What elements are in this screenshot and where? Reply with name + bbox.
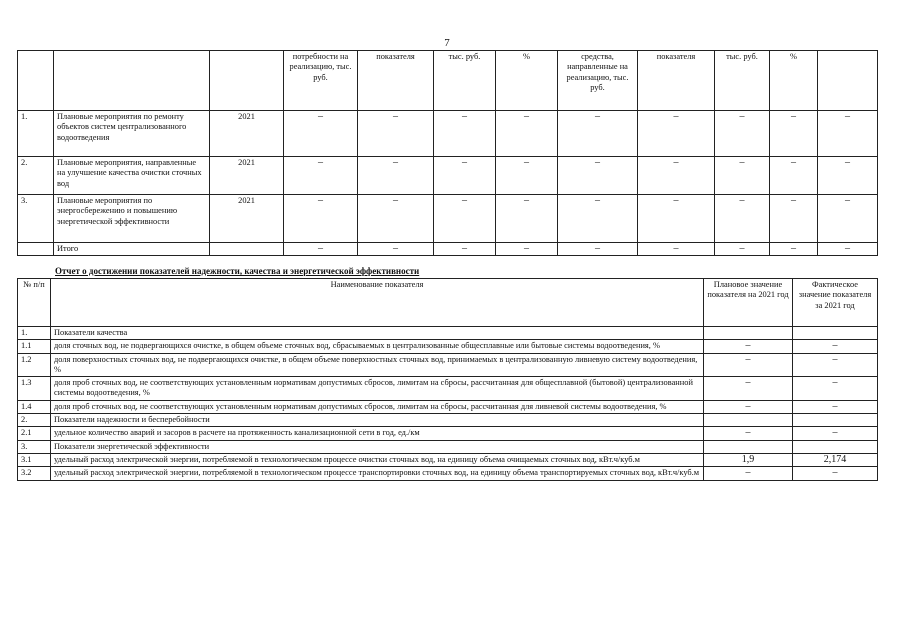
row-value: – xyxy=(715,195,770,243)
row-value: – xyxy=(496,243,558,256)
row-name: доля проб сточных вод, не соответствующих установленным нормативам допустимых сбросов, лимитам на сбросы, рассчитанная для ливневой системы водоотведения, % xyxy=(51,400,704,413)
table-row xyxy=(18,377,878,401)
row-number: 1.1 xyxy=(18,340,51,353)
row-value: – xyxy=(434,157,496,195)
header-plan-value: Плановое значение показателя на 2021 год xyxy=(704,279,793,327)
row-value: – xyxy=(558,111,638,157)
page-number: 7 xyxy=(444,37,450,49)
row-name: Показатели надежности и бесперебойности xyxy=(51,414,704,427)
row-value: – xyxy=(818,195,878,243)
table-row-total xyxy=(18,243,878,256)
row-year: 2021 xyxy=(210,111,284,157)
row-year: 2021 xyxy=(210,157,284,195)
row-value: – xyxy=(770,157,818,195)
row-year: 2021 xyxy=(210,195,284,243)
row-fact: – xyxy=(793,467,878,480)
row-plan: – xyxy=(704,377,793,401)
row-name: Плановые мероприятия, направленные на улучшение качества очистки сточных вод xyxy=(54,157,210,195)
table-row xyxy=(18,327,878,340)
row-plan: – xyxy=(704,467,793,480)
row-number: 2.1 xyxy=(18,427,51,440)
row-value: – xyxy=(638,195,715,243)
row-number: 3.2 xyxy=(18,467,51,480)
header-indicator-2: показателя xyxy=(638,51,715,111)
table-row xyxy=(18,440,878,453)
row-plan xyxy=(704,327,793,340)
row-fact xyxy=(793,327,878,340)
header-percent-2: % xyxy=(770,51,818,111)
row-value: – xyxy=(358,157,434,195)
row-number: 3. xyxy=(18,195,54,243)
row-fact xyxy=(793,440,878,453)
header-fact-value: Фактическое значение показателя за 2021 год xyxy=(793,279,878,327)
row-value: – xyxy=(770,243,818,256)
row-value: – xyxy=(818,243,878,256)
row-value: – xyxy=(558,195,638,243)
row-number: 2. xyxy=(18,157,54,195)
row-value: – xyxy=(715,111,770,157)
row-number: 1.3 xyxy=(18,377,51,401)
row-value: – xyxy=(558,157,638,195)
row-value: – xyxy=(284,111,358,157)
row-fact: – xyxy=(793,400,878,413)
table-row xyxy=(18,427,878,440)
row-number: 2. xyxy=(18,414,51,427)
row-value: – xyxy=(638,157,715,195)
row-value: – xyxy=(818,157,878,195)
row-value: – xyxy=(434,111,496,157)
table-row xyxy=(18,467,878,480)
row-value: – xyxy=(434,243,496,256)
row-value: – xyxy=(770,111,818,157)
row-plan: – xyxy=(704,400,793,413)
row-plan xyxy=(704,414,793,427)
table-header-row xyxy=(18,51,878,111)
table-row xyxy=(18,414,878,427)
row-plan xyxy=(704,440,793,453)
header-need: потребности на реализацию, тыс. руб. xyxy=(284,51,358,111)
table-row xyxy=(18,400,878,413)
row-value: – xyxy=(638,111,715,157)
table-header-row xyxy=(18,279,878,327)
row-value: – xyxy=(638,243,715,256)
row-value: – xyxy=(358,243,434,256)
header-indicator: показателя xyxy=(358,51,434,111)
row-number: 3. xyxy=(18,440,51,453)
row-value: – xyxy=(496,157,558,195)
row-value: – xyxy=(496,111,558,157)
row-plan: 1,9 xyxy=(704,453,793,466)
measures-table xyxy=(17,50,878,256)
row-name: Показатели энергетической эффективности xyxy=(51,440,704,453)
row-name: доля сточных вод, не подвергающихся очистке, в общем объеме сточных вод, сбрасываемых в централизованные общесплавные или бытовые системы водоотведения, % xyxy=(51,340,704,353)
row-name: удельный расход электрической энергии, потребляемой в технологическом процессе очистки сточных вод, на единицу объема очищаемых сточных вод, кВт.ч/куб.м xyxy=(51,453,704,466)
row-fact: – xyxy=(793,340,878,353)
header-indicator-name: Наименование показателя xyxy=(51,279,704,327)
row-name: доля поверхностных сточных вод, не подвергающихся очистке, в общем объеме поверхностных сточных вод, принимаемых в централизованную ливневую систему водоотведения, % xyxy=(51,353,704,377)
row-value: – xyxy=(358,111,434,157)
table-row xyxy=(18,353,878,377)
row-number: 1. xyxy=(18,111,54,157)
row-name: Плановые мероприятия по ремонту объектов систем централизованного водоотведения xyxy=(54,111,210,157)
row-name: Показатели качества xyxy=(51,327,704,340)
row-fact: – xyxy=(793,427,878,440)
row-plan: – xyxy=(704,353,793,377)
row-number xyxy=(18,243,54,256)
row-value: – xyxy=(284,157,358,195)
header-thousand-rub-2: тыс. руб. xyxy=(715,51,770,111)
row-number: 1.2 xyxy=(18,353,51,377)
row-value: – xyxy=(715,157,770,195)
row-value: – xyxy=(284,243,358,256)
table-row xyxy=(18,157,878,195)
row-year xyxy=(210,243,284,256)
table-row xyxy=(18,453,878,466)
header-percent: % xyxy=(496,51,558,111)
row-fact xyxy=(793,414,878,427)
row-value: – xyxy=(558,243,638,256)
row-name: Итого xyxy=(54,243,210,256)
row-value: – xyxy=(715,243,770,256)
row-name: доля проб сточных вод, не соответствующих установленным нормативам допустимых сбросов, лимитам на сбросы, рассчитанная для общесплавной (бытовой) централизованной системы водоотведения, % xyxy=(51,377,704,401)
row-name: удельный расход электрической энергии, потребляемой в технологическом процессе транспортировки сточных вод, на единицу объема транспортируемых сточных вод, кВт.ч/куб.м xyxy=(51,467,704,480)
row-value: – xyxy=(496,195,558,243)
header-thousand-rub: тыс. руб. xyxy=(434,51,496,111)
row-value: – xyxy=(770,195,818,243)
table-row xyxy=(18,195,878,243)
table-row xyxy=(18,111,878,157)
row-number: 3.1 xyxy=(18,453,51,466)
row-number: 1. xyxy=(18,327,51,340)
row-value: – xyxy=(358,195,434,243)
table-row xyxy=(18,340,878,353)
header-number: № п/п xyxy=(18,279,51,327)
row-fact: – xyxy=(793,353,878,377)
row-name: удельное количество аварий и засоров в расчете на протяженность канализационной сети в год, ед./км xyxy=(51,427,704,440)
indicators-table xyxy=(17,278,878,481)
row-plan: – xyxy=(704,340,793,353)
report-title: Отчет о достижении показателей надежности, качества и энергетической эффективности xyxy=(55,266,420,276)
row-value: – xyxy=(434,195,496,243)
row-number: 1.4 xyxy=(18,400,51,413)
row-fact: – xyxy=(793,377,878,401)
row-name: Плановые мероприятия по энергосбережению и повышению энергетической эффективности xyxy=(54,195,210,243)
header-funds: средства, направленные на реализацию, тыс. руб. xyxy=(558,51,638,111)
row-value: – xyxy=(284,195,358,243)
row-fact: 2,174 xyxy=(793,453,878,466)
row-plan: – xyxy=(704,427,793,440)
row-value: – xyxy=(818,111,878,157)
